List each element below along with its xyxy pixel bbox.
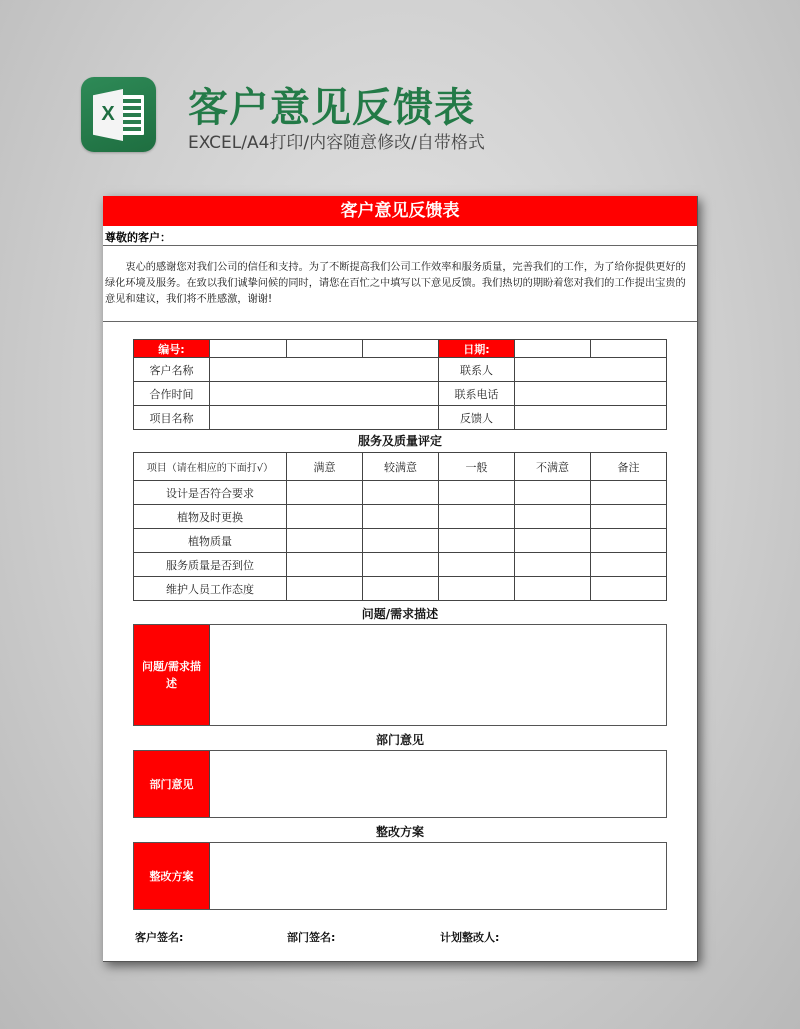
planner-signature-label: 计划整改人: [440,931,500,944]
rating-cell[interactable] [515,553,591,577]
rating-cell[interactable] [439,529,515,553]
date-field-2[interactable] [591,340,667,358]
phone-label: 联系电话 [439,382,515,406]
rating-cell[interactable] [439,577,515,601]
department-box [133,750,667,818]
rating-cell[interactable] [515,577,591,601]
rating-header-average: 一般 [439,453,515,481]
intro-paragraph: 衷心的感谢您对我们公司的信任和支持。为了不断提高我们公司工作效率和服务质量，完善我们的工作，为了给你提供更好的绿化环境及服务。在致以我们诚挚问候的同时，请您在百忙之中填写以下意见反馈。我们热切的期盼着您对我们的工作提出宝贵的意见和建议，我们将不胜感激，谢谢! [105,262,686,305]
rating-cell[interactable] [363,553,439,577]
rating-cell[interactable] [287,481,363,505]
rating-cell[interactable] [363,505,439,529]
cooperation-time-field[interactable] [210,382,439,406]
rating-table [133,452,667,601]
rating-header-item: 项目（请在相应的下面打√） [134,453,287,481]
department-input[interactable] [211,751,666,817]
problem-box [133,624,667,726]
rating-cell[interactable] [439,481,515,505]
rating-header-unsatisfied: 不满意 [515,453,591,481]
divider [103,321,697,322]
customer-name-field[interactable] [210,358,439,382]
date-field-1[interactable] [515,340,591,358]
problem-label: 问题/需求描述 [134,625,210,725]
rating-cell[interactable] [515,529,591,553]
rectification-input[interactable] [211,843,666,909]
remarks-cell[interactable] [591,529,667,553]
table-row [134,481,667,505]
department-label: 部门意见 [134,751,210,817]
excel-x-letter: X [101,103,115,125]
customer-signature-label: 客户签名: [135,931,184,944]
rating-item-label: 维护人员工作态度 [134,577,287,601]
department-section-title: 部门意见 [375,733,424,747]
feedback-sheet [103,196,698,962]
contact-field[interactable] [515,358,667,382]
department-signature-label: 部门签名: [287,931,336,944]
remarks-cell[interactable] [591,577,667,601]
sheet-header: 客户意见反馈表 [103,196,697,226]
divider [103,245,697,246]
rating-item-label: 服务质量是否到位 [134,553,287,577]
number-label: 编号: [134,340,210,358]
number-field-1[interactable] [210,340,287,358]
rating-section-title: 服务及质量评定 [357,434,442,448]
rating-cell[interactable] [515,505,591,529]
table-row [134,529,667,553]
project-name-field[interactable] [210,406,439,430]
rating-header-satisfied: 满意 [287,453,363,481]
rating-header-fairly-satisfied: 较满意 [363,453,439,481]
banner [0,0,800,180]
rating-cell[interactable] [363,529,439,553]
rectification-box [133,842,667,910]
rating-header-remarks: 备注 [591,453,667,481]
problem-input[interactable] [211,625,666,725]
date-label: 日期: [439,340,515,358]
rating-cell[interactable] [363,577,439,601]
remarks-cell[interactable] [591,553,667,577]
rating-cell[interactable] [287,505,363,529]
rating-item-label: 植物及时更换 [134,505,287,529]
problem-section-title: 问题/需求描述 [361,607,439,621]
info-table [133,339,667,430]
remarks-cell[interactable] [591,505,667,529]
rating-cell[interactable] [287,577,363,601]
phone-field[interactable] [515,382,667,406]
banner-subtitle: EXCEL/A4打印/内容随意修改/自带格式 [188,133,485,153]
rating-cell[interactable] [439,553,515,577]
rectification-label: 整改方案 [134,843,210,909]
table-row [134,505,667,529]
rating-cell[interactable] [287,553,363,577]
cooperation-time-label: 合作时间 [134,382,210,406]
greeting: 尊敬的客户： [105,231,171,244]
rating-cell[interactable] [515,481,591,505]
contact-label: 联系人 [439,358,515,382]
banner-title: 客户意见反馈表 [188,85,475,131]
rating-cell[interactable] [287,529,363,553]
feedback-person-field[interactable] [515,406,667,430]
rating-cell[interactable] [439,505,515,529]
remarks-cell[interactable] [591,481,667,505]
feedback-person-label: 反馈人 [439,406,515,430]
table-row [134,577,667,601]
rating-item-label: 设计是否符合要求 [134,481,287,505]
excel-icon [81,77,156,152]
customer-name-label: 客户名称 [134,358,210,382]
rating-cell[interactable] [363,481,439,505]
table-row [134,553,667,577]
number-field-2[interactable] [287,340,363,358]
number-field-3[interactable] [363,340,439,358]
rating-item-label: 植物质量 [134,529,287,553]
project-name-label: 项目名称 [134,406,210,430]
rectification-section-title: 整改方案 [375,825,424,839]
